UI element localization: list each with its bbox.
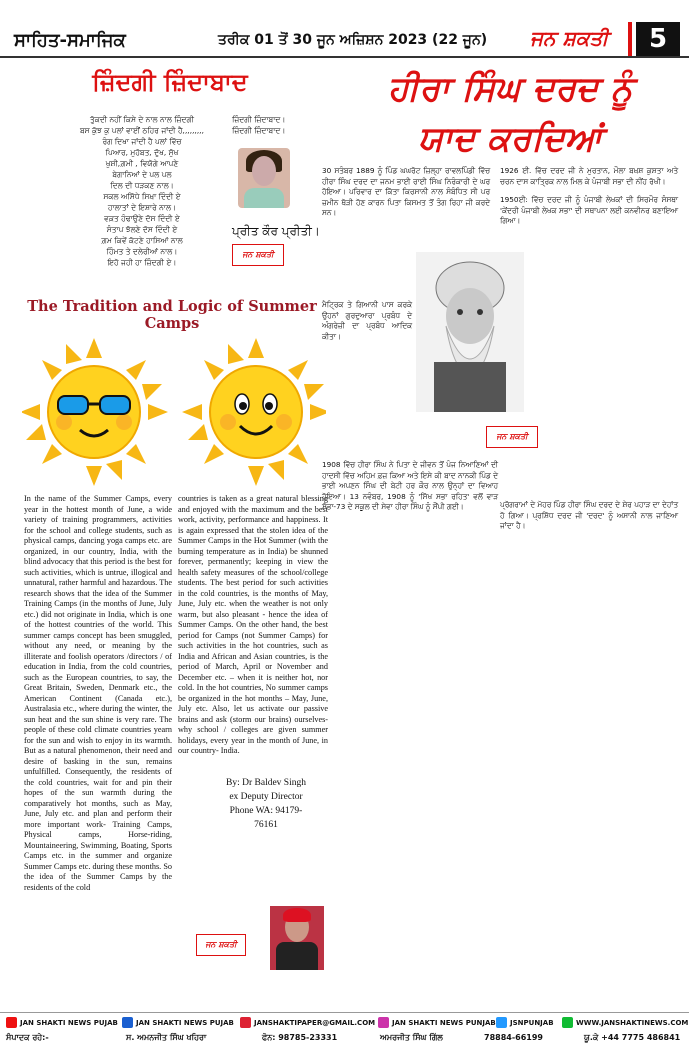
footer-website[interactable]: WWW.JANSHAKTINEWS.COM <box>562 1017 688 1028</box>
sun-with-sunglasses <box>22 338 168 486</box>
article-en-author: By: Dr Baldev Singh ex Deputy Director Phone WA: 94179-76161 <box>226 778 306 830</box>
article-pa-column-1 <box>322 166 490 219</box>
footer-email[interactable]: JANSHAKTIPAPER@GMAIL.COM <box>240 1017 375 1028</box>
article-pa-paragraph: ਪ੍ਰੋਗਰਾਮਾਂ ਦੇ ਮੋਹਰ ਪਿੰਡ ਹੀਰਾ ਸਿੰਘ ਦਰਦ ਦੇ ਸ਼ੇਰ ਪਹਾੜ ਦਾ ਦੇਹਾਂਤ ਹੋ ਗਿਆ। ਪ੍ਰਸ਼ਿੱਧ ਦਰਦ ਜੀ 'ਦਰਦ' ਨੂੰ ਅਸਾਨੀ ਨਾਲ ਜਾਣਿਆ ਜਾਂਦਾ ਹੈ। <box>500 500 678 530</box>
article-pa-paragraph: ਮੈਟ੍ਰਿਕ ਤੇ ਗਿਆਨੀ ਪਾਸ ਕਰਕੇ ਉਹਨਾਂ ਗੁਰਦੁਆਰਾ ਪ੍ਰਬੰਧ ਦੇ ਅੰਗਰੇਜ਼ੀ ਦਾ ਪ੍ਰਬੰਧ ਆਦਿਕ ਕੀਤਾ। <box>322 300 412 341</box>
section-title: ਸਾਹਿਤ-ਸਮਾਜਿਕ <box>14 30 126 51</box>
footer-editor-name: ਸ. ਅਮਨਜੀਤ ਸਿੰਘ ਖਹਿਰਾ <box>126 1033 207 1042</box>
footer-phone-1: ਫੋਨ: 98785-23331 <box>262 1033 338 1042</box>
article-pa-logo: ਜਨ ਸ਼ਕਤੀ <box>486 426 538 448</box>
article-en-logo: ਜਨ ਸ਼ਕਤੀ <box>196 934 246 956</box>
instagram-icon <box>378 1017 389 1028</box>
poem-body: ਤੁੱਕਦੀ ਨਹੀਂ ਕਿਸੇ ਦੇ ਨਾਲ ਨਾਲ ਜ਼ਿੰਦਗੀ ਬਸ ਕੁੱਝ ਕੁ ਪਲਾਂ ਵਾਈਂ ਠਹਿਰ ਜਾਂਦੀ ਹੈ,,,,,,,,, ਰੰਗ ਦਿਖਾ ਜਾਂਦੀ ਹੈ ਪਲਾਂ ਵਿੱਚ ਪਿਆਰ, ਮੁਹੱਬਤ, ਦੁੱਖ, ਸੁੱਖ ਖੁਸ਼ੀ,ਗ਼ਮੀ , ਵਿਯੋਗੇ ਆਪਣੇ ਬੇਗਾਨਿਆਂ ਦੇ ਪਲ ਪਲ ਦਿਲ ਦੀ ਧੜਕਣ ਨਾਲ। ਸਕਲ ਅਸਿੱਧੇ ਸਿਖ਼ਾ ਦਿੰਦੀ ਏ ਹਾਲਾਤਾਂ ਦੇ ਇਸ਼ਾਰੇ ਨਾਲ। ਵਕ਼ਤ ਹੰਢਾਉਣੇ ਦੱਸ ਦਿੰਦੀ ਏ ਸੰਤਾਪ ਝੱਲਣੇ ਦੱਸ ਦਿੰਦੀ ਏ ਗ਼ਮ ਕਿਵੇਂ ਕੱਟਣੇ ਹਾਸਿਆਂ ਨਾਲ ਹਿੰਮਤ ਤੇ ਦਲੇਰੀਆਂ ਨਾਲ। ਇਹੋ ਜਹੀ ਹਾ ਜ਼ਿੰਦਗੀ ਏ। <box>79 115 205 267</box>
article-pa-column-1c <box>322 460 498 513</box>
article-pa-paragraph: 30 ਸਤੰਬਰ 1889 ਨੂੰ ਪਿੰਡ ਘਘਰੋਟ ਜ਼ਿਲ੍ਹਾ ਰਾਵਲਪਿੰਡੀ ਵਿੱਚ ਹੀਰਾ ਸਿੰਘ ਦਰਦ ਦਾ ਜਨਮ ਭਾਈ ਰਾਈ ਸਿੰਘ ਨਿਰੰਕਾਰੀ ਦੇ ਘਰ ਹੋਇਆ। ਪਰਿਵਾਰ ਦਾ ਕਿੱਤਾ ਕਿਰਸਾਨੀ ਨਾਲ ਸੰਬੰਧਿਤ ਸੀ ਪਰ ਜ਼ਮੀਨ ਥੋੜੀ ਹੋਣ ਕਾਰਨ ਪਿਤਾ ਕਿਸਮਤ ਤੋਂ ਤੰਗ ਰਿਹਾ ਜੀ ਕਰਦੇ ਸਨ। <box>322 166 490 217</box>
page-header <box>0 0 689 58</box>
footer-editor-label: ਸੰਪਾਦਕ ਰਹੇ:- <box>6 1033 49 1042</box>
youtube-icon <box>6 1017 17 1028</box>
sun-illustration <box>22 330 326 490</box>
poem-logo: ਜਨ ਸ਼ਕਤੀ <box>232 244 284 266</box>
email-icon <box>240 1017 251 1028</box>
masthead-logo: ਜਨ ਸ਼ਕਤੀ <box>530 26 609 50</box>
article-en-column-2: countries is taken as a great natural blessing and enjoyed with the maximum and the best work, activity, performance and happiness. It is again expressed that the stolen idea of the Summer Camps in the Hot Summer (with the burning temperature as in India) be shunned forever, permanently; keeping in view the health safety measures of the school/college students. The best period for such activities in the cold countries, is the months of May, June, July etc. when the weather is not only warm, but also pleasant - hence the idea of Summer Camps. On the other hand, the best period for Camps (not Summer Camps) for such activities in the hot countries, such as India and African and Asian countries, is the period of March, April or November and December etc. – when it is neither hot, nor cold. In the hot countries, No summer camps be organized in the hot months – May, June, July etc. Also, let us activate our passive brains and ask (storm our brains) ourselves- why school / colleges are given summer holidays, every year in the month of June, in our country- India. <box>178 494 328 755</box>
footer-phone-2: 78884-66199 <box>484 1033 543 1042</box>
footer-facebook[interactable]: JAN SHAKTI NEWS PUJAB <box>122 1017 234 1028</box>
poem-refrain <box>232 114 322 136</box>
facebook-icon <box>122 1017 133 1028</box>
poem-refrain-2: ਜ਼ਿੰਦਗੀ ਜ਼ਿੰਦਾਬਾਦ। <box>232 126 286 135</box>
article-pa-paragraph: 1950ਈ: ਵਿੱਚ ਦਰਦ ਜੀ ਨੂੰ ਪੰਜਾਬੀ ਲੇਖਕਾਂ ਦੀ ਸਿਰਮੌਰ ਸੰਸਥਾ 'ਕੇਂਦਰੀ ਪੰਜਾਬੀ ਲੇਖਕ ਸਭਾ' ਦੀ ਸਥਾਪਨਾ ਲਈ ਕਨਵੀਨਰ ਬਣਾਇਆ ਗਿਆ। <box>500 195 678 225</box>
article-pa-column-1b <box>322 300 412 342</box>
poet-photo <box>238 148 290 208</box>
article-title-pa-line-2: ਯਾਦ ਕਰਦਿਆਂ <box>418 119 602 159</box>
hira-singh-portrait <box>416 252 524 412</box>
author-photo <box>270 906 324 970</box>
globe-icon <box>562 1017 573 1028</box>
issue-date: ਤਰੀਕ 01 ਤੋਂ 30 ਜੂਨ ਅਜ਼ਿਸ਼ਨ 2023 (22 ਜੂਨ) <box>218 32 488 48</box>
footer-phone-3: ਯੂ.ਕੇ +44 7775 486841 <box>584 1033 681 1042</box>
footer-youtube[interactable]: JAN SHAKTI NEWS PUJAB <box>6 1017 118 1028</box>
footer-instagram[interactable]: JAN SHAKTI NEWS PUNJAB <box>378 1017 496 1028</box>
page-number: 5 <box>636 22 680 56</box>
footer-twitter[interactable]: JSNPUNJAB <box>496 1017 554 1028</box>
article-pa-column-2 <box>500 166 678 227</box>
poem-refrain-1: ਜ਼ਿੰਦਗੀ ਜ਼ਿੰਦਾਬਾਦ। <box>232 115 286 124</box>
article-pa-column-2c <box>500 500 678 532</box>
poet-name: ਪ੍ਰੀਤ ਕੌਰ ਪ੍ਰੀਤੀ। <box>232 224 320 238</box>
footer-name-2: ਅਮਰਜੀਤ ਸਿੰਘ ਗਿੱਲ <box>380 1033 443 1042</box>
header-divider <box>628 22 632 56</box>
article-title-en: The Tradition and Logic of Summer Camps <box>27 298 317 332</box>
poem-title: ਜ਼ਿੰਦਗੀ ਜ਼ਿੰਦਾਬਾਦ <box>92 68 248 96</box>
sun-smiling <box>182 338 326 486</box>
article-title-pa-line-1: ਹੀਰਾ ਸਿੰਘ ਦਰਦ ਨੂੰ <box>387 69 633 109</box>
twitter-icon <box>496 1017 507 1028</box>
article-title-pa <box>340 64 680 164</box>
page-footer <box>0 1012 689 1043</box>
article-en-column-1: In the name of the Summer Camps, every year in the hottest month of June, a wide variety of training programmers, activities for the school and college students, such as physical camps, dancing yoga camps etc. are organized, in our country, India, with the blind advocacy that this period is the best for such activities, which is untrue, illogical and unnatural, rather harmful and hazardous. The research shows that the idea of the Summer Training Camps (in the months of June, July etc.) did not originate in India, which is one of the hottest countries of the world. This summer camps concept has been smuggled, without any need, or meaning by the illiterate and foolish operators /directors / of education in India, from the cold countries, such as the European countries, to say, the Great Britain, Sweden, Denmark etc., the American Continent (Canada etc.), Australasia etc., where during the winter, the sun heat and the sun shine is very rare. The people of these cold climate countries yearn for the sun and wish to enjoy in its warmth. But as a natural phenomenon, their need and desire of basking in the sun, remains unfulfilled. Consequently, the residents of the cold countries, wait for and pin their hopes of the sun warmth during the comparatively hot months, such as May, June, July etc. and plan and perform their more important work- Training Camps, Physical camps, Horse-riding, Mountaineering, Swimming, Boating, Sports Camps etc. in the summer and organize Summer Camps etc. during these months. So the idea of the Summer Camps by the residents of the cold <box>24 494 172 892</box>
article-pa-paragraph: 1908 ਵਿੱਚ ਹੀਰਾ ਸਿੰਘ ਨੇ ਪਿਤਾ ਦੇ ਜੀਵਨ ਤੋਂ ਪੰਜ ਨਿਆਣਿਆਂ ਦੀ ਹਾਦਸੀ ਵਿੱਚ ਅਹਿਮ ਫ਼ਜ਼ ਕਿਆ ਅਤੇ ਇਸੇ ਕੀ ਬਾਦ ਨਾਨਕੀ ਪਿੰਡ ਦੇ ਭਾਈ ਅਪਣਨ ਸਿੰਘ ਦੀ ਬੇਟੀ ਹਰ ਕੌਰ ਨਾਲ ਉਨ੍ਹਾਂ ਦਾ ਵਿਆਹ ਹੋਇਆ। 13 ਨਵੰਬਰ, 1908 ਨੂੰ 'ਸਿੱਖ ਸਭਾ ਰਹਿਤ' ਵਲੋਂ ਵਾੜ ਸੱਭਾ-73 ਦੇ ਸਕੂਲ ਦੀ ਸੇਵਾ ਹੀਰਾ ਸਿੰਘ ਨੂੰ ਸੌਂਪੀ ਗਈ। <box>322 460 498 511</box>
article-pa-paragraph: 1926 ਈ. ਵਿੱਚ ਦਰਦ ਜੀ ਨੇ ਮੁਰਤਾਨ, ਮੌਲਾ ਬਖ਼ਸ਼ ਕੁਸ਼ਤਾ ਅਤੇ ਚਰਨ ਦਾਸ ਕਾਤ੍ਰਿਕ ਨਾਲ ਮਿਲ ਕੇ ਪੰਜਾਬੀ ਸਭਾ ਦੀ ਨੀਂਹ ਰੱਖੀ। <box>500 166 678 186</box>
